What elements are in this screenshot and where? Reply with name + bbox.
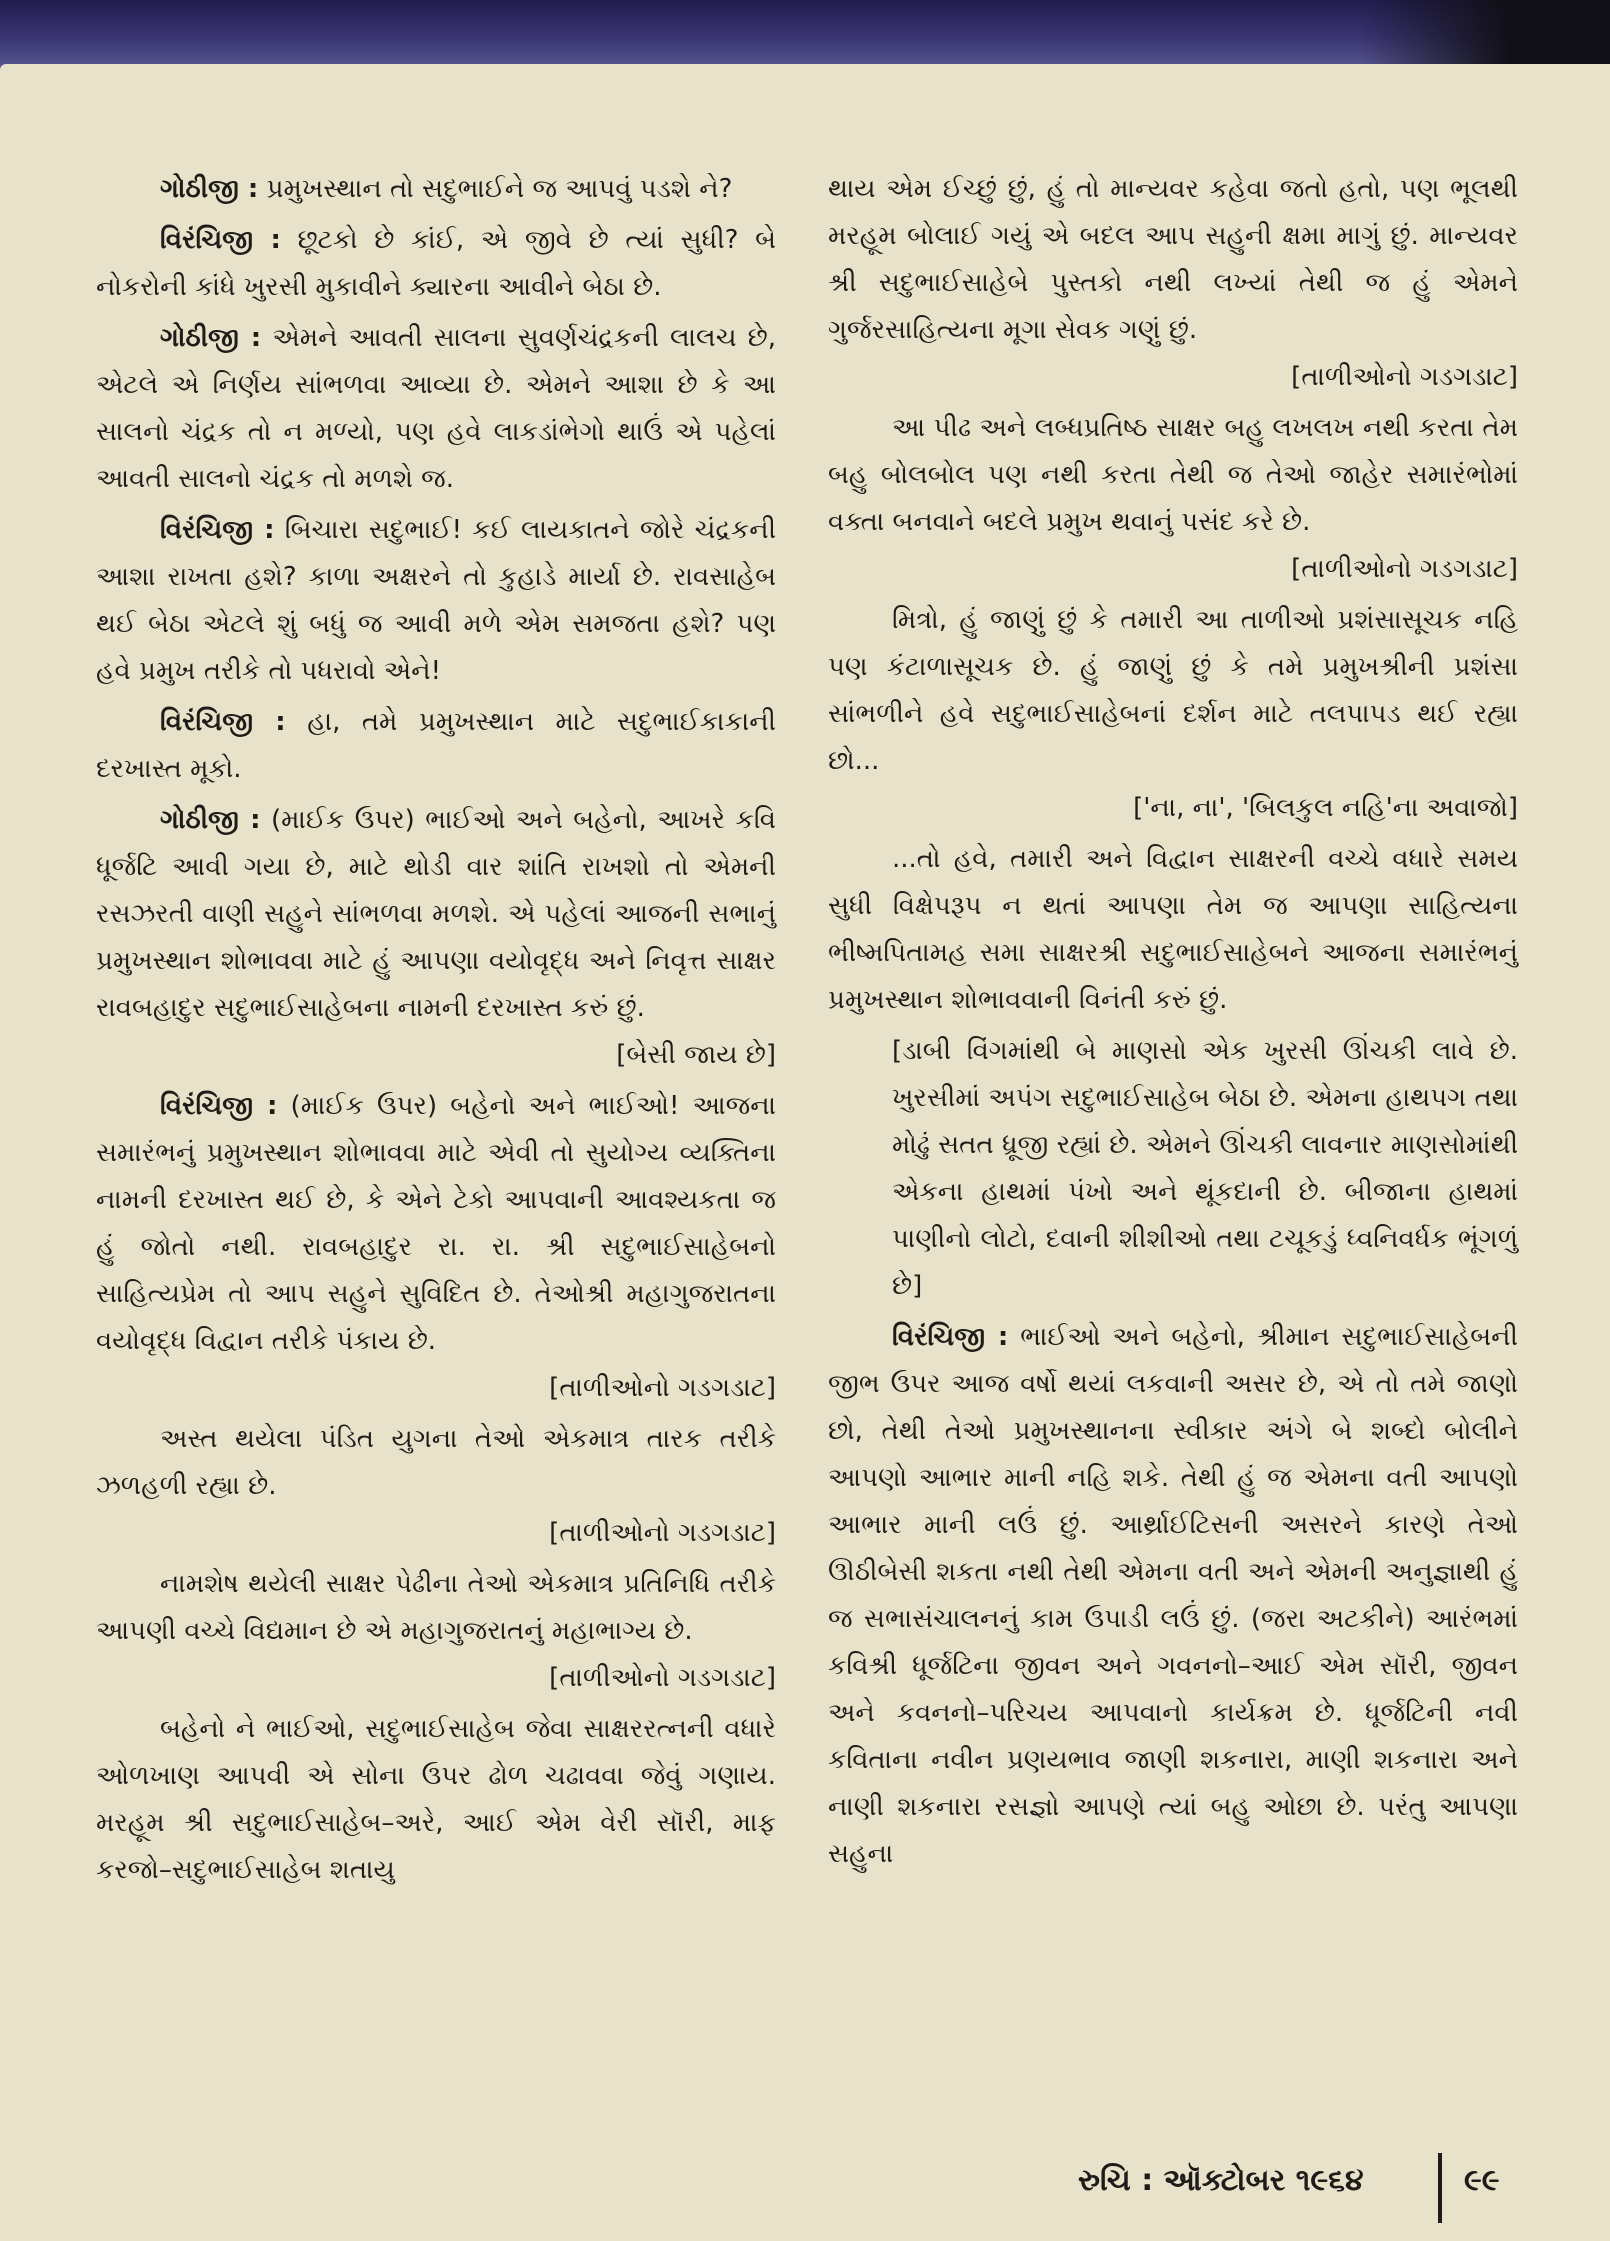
paragraph <box>828 405 1518 593</box>
dialogue-text: (માઈક ઉપર) બહેનો અને ભાઈઓ! આજના સમારંભનું પ્રમુખસ્થાન શોભાવવા માટે એવી તો સુયોગ્ય વ્યક્તિના નામની દરખાસ્ત થઈ છે, કે એને ટેકો આપવાની આવશ્યકતા જ હું જોતો નથી. રાવબહાદુર રા. રા. શ્રી સદુભાઈસાહેબનો સાહિત્યપ્રેમ તો આપ સહુને સુવિદિત છે. તેઓશ્રી મહાગુજરાતના વયોવૃદ્ધ વિદ્વાન તરીકે પંકાય છે. <box>96 1091 776 1356</box>
paragraph <box>96 1416 776 1557</box>
issue-label: રુચિ : ઑક્ટોબર ૧૯૬૪ <box>1078 2163 1364 2198</box>
dialogue-text: પ્રમુખસ્થાન તો સદુભાઈને જ આપવું પડશે ને? <box>258 174 733 204</box>
dialogue-text: આ પીઢ અને લબ્ધપ્રતિષ્ઠ સાક્ષર બહુ લખલખ નથી કરતા તેમ બહુ બોલબોલ પણ નથી કરતા તેથી જ તેઓ જાહેર સમારંભોમાં વક્તા બનવાને બદલે પ્રમુખ થવાનું પસંદ કરે છે. <box>828 413 1518 537</box>
dialogue-text: હા, તમે પ્રમુખસ્થાન માટે સદુભાઈકાકાની દરખાસ્ત મૂકો. <box>96 707 776 784</box>
stage-note: [બેસી જાય છે] <box>616 1040 776 1070</box>
dialogue-text: મિત્રો, હું જાણું છું કે તમારી આ તાળીઓ પ્રશંસાસૂચક નહિ પણ કંટાળાસૂચક છે. હું જાણું છું કે તમે પ્રમુખશ્રીની પ્રશંસા સાંભળીને હવે સદુભાઈસાહેબનાં દર્શન માટે તલપાપડ થઈ રહ્યા છો... <box>828 605 1518 776</box>
paragraph <box>828 836 1518 1024</box>
left-column <box>96 166 776 1898</box>
dialogue-text: એમને આવતી સાલના સુવર્ણચંદ્રકની લાલચ છે, એટલે એ નિર્ણય સાંભળવા આવ્યા છે. એમને આશા છે કે આ સાલનો ચંદ્રક તો ન મળ્યો, પણ હવે લાકડાંભેગો થાઉં એ પહેલાં આવતી સાલનો ચંદ્રક તો મળશે જ. <box>96 323 776 494</box>
stage-note: [તાળીઓનો ગડગડાટ] <box>549 1373 776 1403</box>
paragraph <box>96 1561 776 1702</box>
paragraph <box>96 507 776 695</box>
paragraph <box>828 1028 1518 1310</box>
stage-note: [તાળીઓનો ગડગડાટ] <box>1291 362 1518 392</box>
dialogue-text: બિચારા સદુભાઈ! કઈ લાયકાતને જોરે ચંદ્રકની આશા રાખતા હશે? કાળા અક્ષરને તો કુહાડે માર્યા છે. રાવસાહેબ થઈ બેઠા એટલે શું બધું જ આવી મળે એમ સમજતા હશે? પણ હવે પ્રમુખ તરીકે તો પધરાવો એને! <box>96 515 777 686</box>
stage-note: [તાળીઓનો ગડગડાટ] <box>549 1663 776 1693</box>
footer-divider <box>1438 2153 1442 2223</box>
dialogue-text: છૂટકો છે કાંઈ, એ જીવે છે ત્યાં સુધી? બે નોકરોની કાંધે ખુરસી મુકાવીને ક્યારના આવીને બેઠા છે. <box>96 225 777 302</box>
dialogue-text: [ડાબી વિંગમાંથી બે માણસો એક ખુરસી ઊંચકી લાવે છે. ખુરસીમાં અપંગ સદુભાઈસાહેબ બેઠા છે. એમના હાથપગ તથા મોઢું સતત ધ્રૂજી રહ્યાં છે. એમને ઊંચકી લાવનાર માણસોમાંથી એકના હાથમાં પંખો અને થૂંકદાની છે. બીજાના હાથમાં પાણીનો લોટો, દવાની શીશીઓ તથા ટચૂકડું ધ્વનિવર્ધક ભૂંગળું છે] <box>892 1036 1518 1301</box>
speaker-name: વિરંચિજી : <box>160 1091 278 1121</box>
dialogue-text: થાય એમ ઈચ્છું છું, હું તો માન્યવર કહેવા જતો હતો, પણ ભૂલથી મરહૂમ બોલાઈ ગયું એ બદલ આપ સહુની ક્ષમા માગું છું. માન્યવર શ્રી સદુભાઈસાહેબે પુસ્તકો નથી લખ્યાં તેથી જ હું એમને ગુર્જરસાહિત્યના મૂગા સેવક ગણું છું. <box>828 174 1518 345</box>
paragraph <box>96 217 776 311</box>
page-footer <box>1068 2153 1528 2213</box>
scan-dark-corner <box>1360 0 1610 70</box>
dialogue-text: નામશેષ થયેલી સાક્ષર પેઢીના તેઓ એકમાત્ર પ્રતિનિધિ તરીકે આપણી વચ્ચે વિદ્યમાન છે એ મહાગુજરાતનું મહાભાગ્ય છે. <box>96 1569 776 1646</box>
speaker-name: વિરંચિજી : <box>160 707 286 737</box>
stage-note: [તાળીઓનો ગડગડાટ] <box>549 1518 776 1548</box>
paragraph <box>96 1083 776 1412</box>
scan-top-edge <box>0 0 1610 70</box>
dialogue-text: ...તો હવે, તમારી અને વિદ્વાન સાક્ષરની વચ્ચે વધારે સમય સુધી વિક્ષેપરૂપ ન થતાં આપણા તેમ જ આપણા સાહિત્યના ભીષ્મપિતામહ સમા સાક્ષરશ્રી સદુભાઈસાહેબને આજના સમારંભનું પ્રમુખસ્થાન શોભાવવાની વિનંતી કરું છું. <box>828 844 1518 1015</box>
right-column <box>828 166 1518 1882</box>
paragraph <box>96 166 776 213</box>
speaker-name: ગોઠીજી : <box>160 323 262 353</box>
speaker-name: વિરંચિજી : <box>892 1322 1009 1352</box>
speaker-name: વિરંચિજી : <box>160 225 281 255</box>
stage-note: [તાળીઓનો ગડગડાટ] <box>1291 554 1518 584</box>
dialogue-text: અસ્ત થયેલા પંડિત યુગના તેઓ એકમાત્ર તારક તરીકે ઝળહળી રહ્યા છે. <box>96 1424 776 1501</box>
paragraph <box>96 797 776 1079</box>
paragraph <box>828 597 1518 832</box>
paragraph <box>828 1314 1518 1878</box>
paragraph <box>96 315 776 503</box>
paragraph <box>96 1706 776 1894</box>
paragraph <box>828 166 1518 401</box>
page-number: ૯૯ <box>1464 2163 1500 2198</box>
dialogue-text: (માઈક ઉપર) ભાઈઓ અને બહેનો, આખરે કવિ ધૂર્જટિ આવી ગયા છે, માટે થોડી વાર શાંતિ રાખશો તો એમની રસઝરતી વાણી સહુને સાંભળવા મળશે. એ પહેલાં આજની સભાનું પ્રમુખસ્થાન શોભાવવા માટે હું આપણા વયોવૃદ્ધ અને નિવૃત્ત સાક્ષર રાવબહાદુર સદુભાઈસાહેબના નામની દરખાસ્ત કરું છું. <box>96 805 776 1023</box>
speaker-name: ગોઠીજી : <box>160 805 261 835</box>
speaker-name: ગોઠીજી : <box>160 174 259 204</box>
dialogue-text: બહેનો ને ભાઈઓ, સદુભાઈસાહેબ જેવા સાક્ષરરત્નની વધારે ઓળખાણ આપવી એ સોના ઉપર ઢોળ ચઢાવવા જેવું ગણાય. મરહૂમ શ્રી સદુભાઈસાહેબ–અરે, આઈ એમ વેરી સૉરી, માફ કરજો–સદુભાઈસાહેબ શતાયુ <box>96 1714 776 1885</box>
stage-note: ['ના, ના', 'બિલકુલ નહિ'ના અવાજો] <box>1133 793 1518 823</box>
speaker-name: વિરંચિજી : <box>160 515 275 545</box>
paragraph <box>96 699 776 793</box>
dialogue-text: ભાઈઓ અને બહેનો, શ્રીમાન સદુભાઈસાહેબની જીભ ઉપર આજ વર્ષો થયાં લકવાની અસર છે, એ તો તમે જાણો છો, તેથી તેઓ પ્રમુખસ્થાનના સ્વીકાર અંગે બે શબ્દો બોલીને આપણો આભાર માની નહિ શકે. તેથી હું જ એમના વતી આપણો આભાર માની લઉં છું. આર્થ્રાઈટિસની અસરને કારણે તેઓ ઊઠીબેસી શકતા નથી તેથી એમના વતી અને એમની અનુજ્ઞાથી હું જ સભાસંચાલનનું કામ ઉપાડી લઉં છું. (જરા અટકીને) આરંભમાં કવિશ્રી ધૂર્જટિના જીવન અને ગવનનો–આઈ એમ સૉરી, જીવન અને કવનનો–પરિચય આપવાનો કાર્યક્રમ છે. ધૂર્જટિની નવી કવિતાના નવીન પ્રણયભાવ જાણી શકનારા, માણી શકનારા અને નાણી શકનારા રસજ્ઞો આપણે ત્યાં બહુ ઓછા છે. પરંતુ આપણા સહુના <box>828 1322 1518 1869</box>
